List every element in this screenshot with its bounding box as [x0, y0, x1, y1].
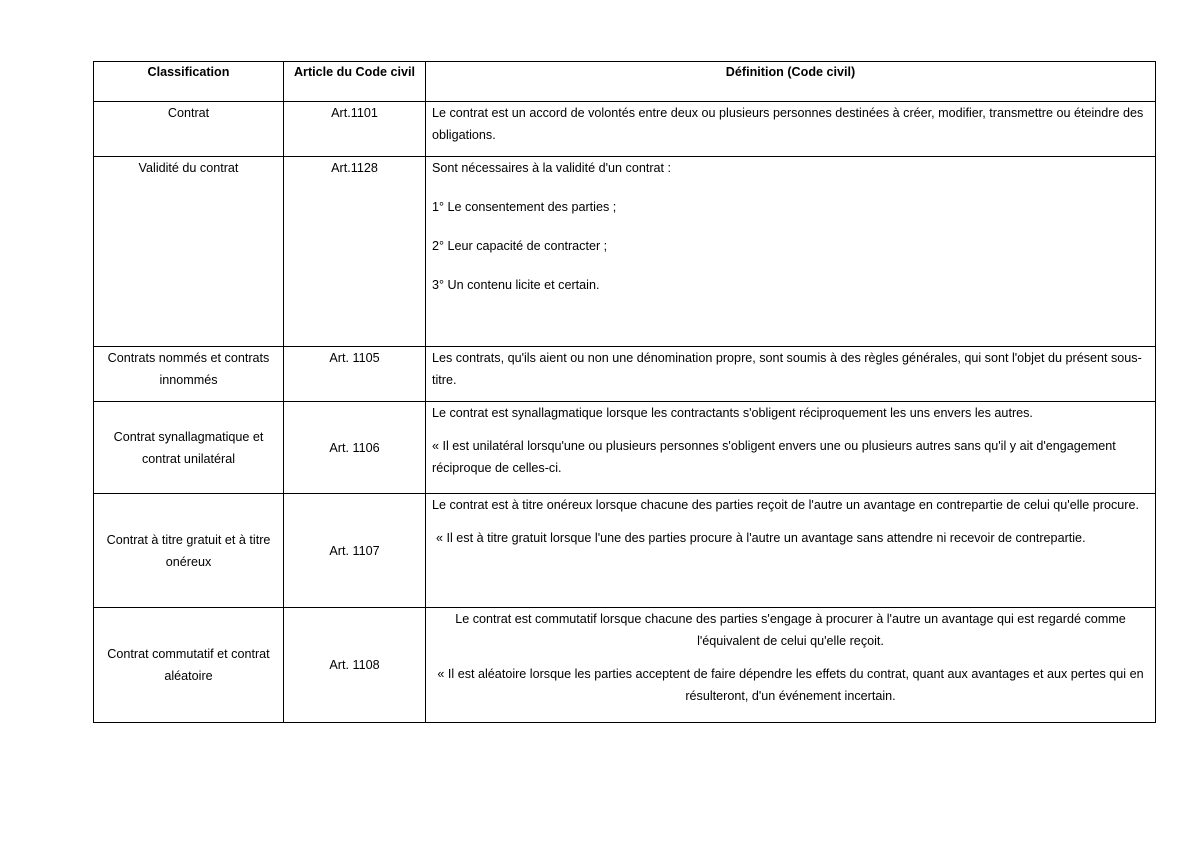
table-row — [94, 494, 1156, 608]
definition-paragraph: Le contrat est un accord de volontés entre deux ou plusieurs personnes destinées à créer, modifier, transmettre ou éteindre des obligations. — [432, 106, 1144, 142]
definition-paragraph: « Il est unilatéral lorsqu'une ou plusieurs personnes s'obligent envers une ou plusieurs autres sans qu'il y ait d'engagement réciproque de celles-ci. — [432, 439, 1116, 475]
cell-definition — [426, 102, 1156, 157]
cell-classification: Contrats nommés et contrats innommés — [94, 347, 284, 402]
table-row — [94, 157, 1156, 347]
definition-paragraph: Le contrat est synallagmatique lorsque les contractants s'obligent réciproquement les uns envers les autres. — [432, 406, 1033, 420]
header-article: Article du Code civil — [284, 62, 426, 102]
cell-article: Art. 1107 — [284, 494, 426, 608]
cell-definition — [426, 494, 1156, 608]
definition-paragraph: Les contrats, qu'ils aient ou non une dénomination propre, sont soumis à des règles générales, qui sont l'objet du présent sous-titre. — [432, 351, 1142, 387]
table-row — [94, 402, 1156, 494]
cell-article: Art. 1108 — [284, 608, 426, 723]
cell-definition — [426, 402, 1156, 494]
header-classification: Classification — [94, 62, 284, 102]
definition-paragraph: 2° Leur capacité de contracter ; — [432, 239, 608, 253]
cell-article: Art. 1106 — [284, 402, 426, 494]
cell-classification: Validité du contrat — [94, 157, 284, 347]
cell-article: Art.1128 — [284, 157, 426, 347]
cell-classification: Contrat commutatif et contrat aléatoire — [94, 608, 284, 723]
definition-paragraph: « Il est aléatoire lorsque les parties acceptent de faire dépendre les effets du contrat, quant aux avantages et aux pertes qui en résulteront, d'un événement incertain. — [437, 667, 1144, 703]
header-definition: Définition (Code civil) — [426, 62, 1156, 102]
definition-paragraph: Le contrat est à titre onéreux lorsque chacune des parties reçoit de l'autre un avantage en contrepartie de celui qu'elle procure. — [432, 498, 1139, 512]
table-row — [94, 347, 1156, 402]
definition-paragraph: « Il est à titre gratuit lorsque l'une des parties procure à l'autre un avantage sans attendre ni recevoir de contrepartie. — [436, 531, 1086, 545]
definition-paragraph: Sont nécessaires à la validité d'un contrat : — [432, 161, 672, 175]
cell-classification: Contrat — [94, 102, 284, 157]
definition-paragraph: 3° Un contenu licite et certain. — [432, 278, 600, 292]
cell-definition — [426, 157, 1156, 347]
code-civil-table — [93, 61, 1156, 723]
cell-definition — [426, 347, 1156, 402]
cell-classification: Contrat à titre gratuit et à titre onéreux — [94, 494, 284, 608]
cell-article: Art. 1105 — [284, 347, 426, 402]
definition-paragraph: 1° Le consentement des parties ; — [432, 200, 617, 214]
cell-classification: Contrat synallagmatique et contrat unilatéral — [94, 402, 284, 494]
table-row — [94, 102, 1156, 157]
cell-definition — [426, 608, 1156, 723]
table-row — [94, 608, 1156, 723]
cell-article: Art.1101 — [284, 102, 426, 157]
table-header-row — [94, 62, 1156, 102]
definition-paragraph: Le contrat est commutatif lorsque chacune des parties s'engage à procurer à l'autre un avantage qui est regardé comme l'équivalent de celui qu'elle reçoit. — [455, 612, 1126, 648]
